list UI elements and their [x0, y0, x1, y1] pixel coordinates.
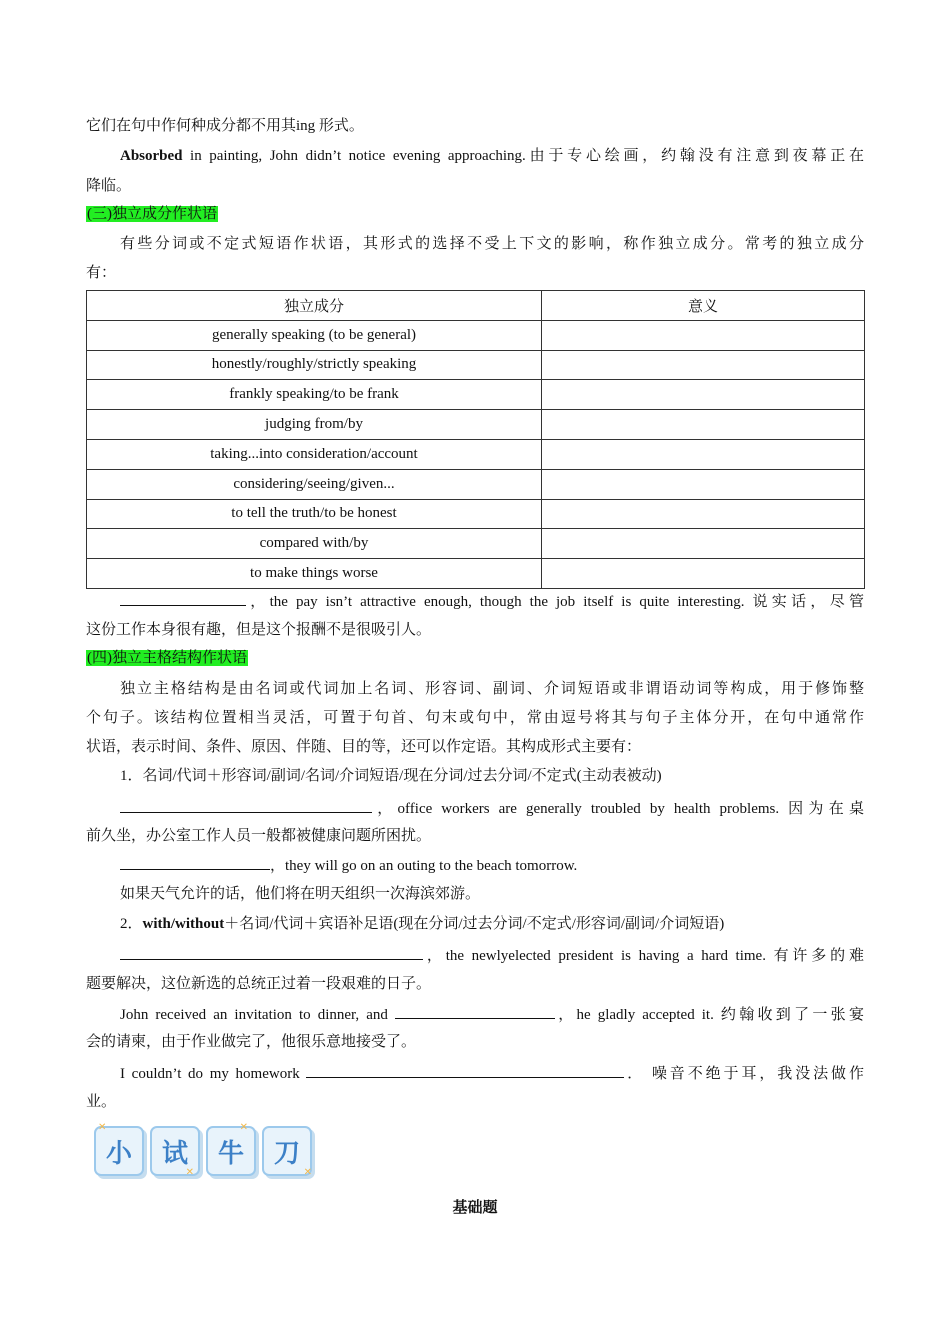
example-pay [120, 590, 864, 612]
example-john-post: ，he gladly accepted it. 约翰收到了一张宴 [554, 1007, 864, 1023]
phrase-cell: considering/seeing/given... [87, 469, 542, 499]
table-row [87, 499, 865, 529]
example-pay-text: ，the pay isn’t attractive enough, though the job itself is quite interesting. 说实话，尽管 [246, 594, 864, 610]
heading-3-highlight: (三)独立成分作状语 [87, 206, 217, 222]
section-title: 基础题 [452, 1200, 498, 1216]
paragraph-independent-b: 有： [86, 265, 117, 281]
example-outing-cn: 如果天气允许的话，他们将在明天组织一次海滨郊游。 [120, 886, 481, 902]
heading-absolute-construction [86, 648, 864, 668]
phrase-cell: to make things worse [87, 559, 542, 589]
phrase-cell: honestly/roughly/strictly speaking [87, 350, 542, 380]
keyword-absorbed: Absorbed [120, 148, 183, 164]
phrase-cell: taking...into consideration/account [87, 439, 542, 469]
meaning-cell[interactable] [542, 410, 865, 440]
example-office-text: ，office workers are generally troubled by health problems. 因为在桌 [372, 801, 864, 817]
sparkle-icon: ✕ [303, 1167, 312, 1178]
example-john-pre: John received an invitation to dinner, and [120, 1007, 395, 1023]
example-office-cont: 前久坐，办公室工作人员一般都被健康问题所困扰。 [86, 828, 432, 844]
example-absorbed-cont: 降临。 [86, 178, 132, 194]
example-outing [120, 854, 864, 876]
example-president-text: ，the newlyelected president is having a hard time. 有许多的难 [423, 948, 864, 964]
meaning-cell[interactable] [542, 320, 865, 350]
badge-tile [206, 1122, 256, 1176]
example-office [120, 797, 864, 819]
badge-char: 小 [105, 1138, 132, 1169]
paragraph-absolute-c: 状语，表示时间、条件、原因、伴随、目的等，还可以作定语。其构成形式主要有： [86, 739, 642, 755]
meaning-cell[interactable] [542, 529, 865, 559]
example-president-cont: 题要解决，这位新选的总统正过着一段艰难的日子。 [86, 976, 432, 992]
sparkle-icon: ✕ [98, 1122, 107, 1133]
sparkle-icon: ✕ [239, 1122, 248, 1133]
example-noise-cont: 业。 [86, 1094, 117, 1110]
sparkle-icon: ✕ [185, 1167, 194, 1178]
table-row [87, 469, 865, 499]
meaning-cell[interactable] [542, 439, 865, 469]
badge-char: 牛 [217, 1138, 244, 1169]
table-row [87, 559, 865, 589]
table-row [87, 350, 865, 380]
answer-blank[interactable] [120, 590, 246, 606]
example-noise-post: ． 噪音不绝于耳，我没法做作 [624, 1066, 864, 1082]
paragraph-independent-a: 有些分词或不定式短语作状语，其形式的选择不受上下文的影响，称作独立成分。常考的独立成分 [120, 236, 864, 252]
answer-blank[interactable] [120, 944, 423, 960]
example-outing-text: ，they will go on an outing to the beach tomorrow. [270, 858, 578, 874]
meaning-cell[interactable] [542, 559, 865, 589]
badge-char: 试 [161, 1138, 188, 1169]
phrase-cell: judging from/by [87, 410, 542, 440]
badge-char: 刀 [273, 1138, 300, 1169]
heading-independent-elements [86, 204, 864, 224]
table-row [87, 529, 865, 559]
meaning-cell[interactable] [542, 499, 865, 529]
example-noise [120, 1062, 864, 1084]
meaning-cell[interactable] [542, 350, 865, 380]
example-noise-pre: I couldn’t do my homework [120, 1066, 307, 1082]
phrase-cell: frankly speaking/to be frank [87, 380, 542, 410]
phrase-cell: to tell the truth/to be honest [87, 499, 542, 529]
answer-blank[interactable] [120, 854, 270, 870]
rule-2-number: 2． [120, 916, 143, 932]
example-john [120, 1003, 864, 1025]
example-absorbed [120, 146, 864, 166]
answer-blank[interactable] [306, 1062, 624, 1078]
example-pay-cont: 这份工作本身很有趣，但是这个报酬不是很吸引人。 [86, 622, 432, 638]
badge-tile [150, 1126, 200, 1176]
meaning-cell[interactable] [542, 380, 865, 410]
answer-blank[interactable] [120, 797, 372, 813]
rule-1: 1．名词/代词＋形容词/副词/名词/介词短语/现在分词/过去分词/不定式(主动表被动) [120, 768, 662, 784]
rule-2 [120, 914, 864, 934]
example-absorbed-text: in painting, John didn’t notice evening approaching.由于专心绘画，约翰没有注意到夜幕正在 [182, 148, 864, 164]
table-row [87, 410, 865, 440]
meaning-cell[interactable] [542, 469, 865, 499]
table-header-element: 独立成分 [87, 291, 542, 321]
example-john-cont: 会的请柬，由于作业做完了，他很乐意地接受了。 [86, 1034, 417, 1050]
table-row [87, 380, 865, 410]
table-row [87, 439, 865, 469]
badge-tile [94, 1122, 144, 1176]
rule-2-keyword: with/without [142, 916, 225, 932]
paragraph-absolute-a: 独立主格结构是由名词或代词加上名词、形容词、副词、介词短语或非谓语动词等构成，用于修饰整 [120, 681, 864, 697]
example-president [120, 944, 864, 966]
phrase-cell: compared with/by [87, 529, 542, 559]
table-header-meaning: 意义 [542, 291, 865, 321]
heading-4-highlight: (四)独立主格结构作状语 [87, 650, 247, 666]
answer-blank[interactable] [395, 1003, 555, 1019]
phrase-cell: generally speaking (to be general) [87, 320, 542, 350]
table-header-row [87, 291, 865, 321]
paragraph-ing-form: 它们在句中作何种成分都不用其ing 形式。 [86, 118, 364, 134]
practice-badge [94, 1122, 312, 1178]
paragraph-absolute-b: 个句子。该结构位置相当灵活，可置于句首、句末或句中，常由逗号将其与句子主体分开，在句中通常作 [86, 710, 864, 726]
phrase-table [86, 290, 865, 589]
table-row [87, 320, 865, 350]
rule-2-text: ＋名词/代词＋宾语补足语(现在分词/过去分词/不定式/形容词/副词/介词短语) [224, 916, 725, 932]
badge-tile [262, 1126, 312, 1176]
